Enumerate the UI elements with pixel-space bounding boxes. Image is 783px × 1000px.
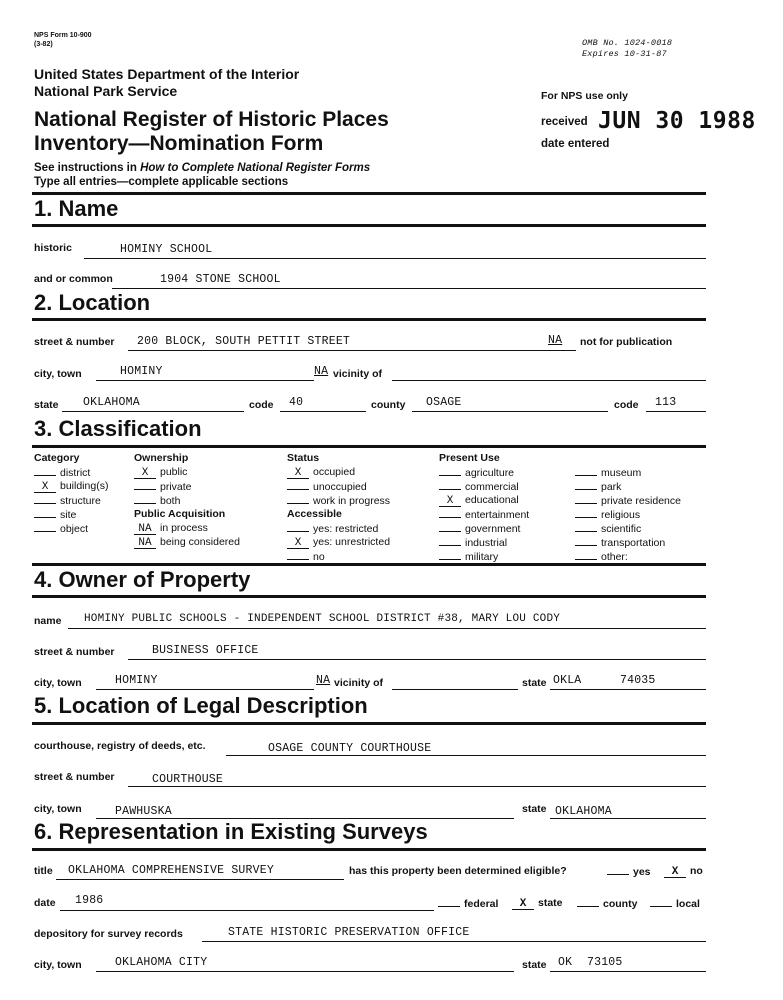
level-local[interactable]: local <box>650 897 700 910</box>
form-number: NPS Form 10-900 <box>34 32 92 39</box>
field-underline <box>96 689 314 690</box>
present-use-heading: Present Use <box>439 452 500 464</box>
survey-date-label: date <box>34 897 56 909</box>
common-name-value: 1904 STONE SCHOOL <box>160 273 281 286</box>
field-underline <box>392 689 518 690</box>
service-name: National Park Service <box>34 83 178 99</box>
street-value: 200 BLOCK, SOUTH PETTIT STREET <box>137 335 351 348</box>
legal-state-value: OKLAHOMA <box>555 805 612 818</box>
section-4-title: 4. Owner of Property <box>34 567 251 592</box>
use-religious[interactable]: religious <box>575 508 640 521</box>
field-underline <box>62 411 244 412</box>
owner-state-label: state <box>522 677 547 689</box>
section-6-title: 6. Representation in Existing Surveys <box>34 819 428 844</box>
field-underline <box>550 971 706 972</box>
owner-vicinity-label: vicinity of <box>334 677 384 689</box>
use-industrial[interactable]: industrial <box>439 536 507 549</box>
use-museum[interactable]: museum <box>575 466 641 479</box>
accessible-unrestricted[interactable]: X yes: unrestricted <box>287 536 390 549</box>
received-stamp: JUN 30 1988 <box>598 108 756 134</box>
owner-vicinity-mark: NA <box>316 674 331 687</box>
use-transportation[interactable]: transportation <box>575 536 665 549</box>
owner-zip-value: 74035 <box>620 674 656 687</box>
field-underline <box>128 786 706 787</box>
legal-state-label: state <box>522 803 547 815</box>
legal-city-value: PAWHUSKA <box>115 805 172 818</box>
acquisition-in-process[interactable]: NA in process <box>134 522 208 535</box>
category-site[interactable]: site <box>34 508 76 521</box>
not-for-publication-label: not for publication <box>580 336 673 348</box>
section-5-title: 5. Location of Legal Description <box>34 693 368 718</box>
use-military[interactable]: military <box>439 550 498 563</box>
category-object[interactable]: object <box>34 522 88 535</box>
county-code-value: 113 <box>655 396 677 409</box>
status-occupied[interactable]: X occupied <box>287 466 355 479</box>
owner-city-value: HOMINY <box>115 674 158 687</box>
field-underline <box>226 755 706 756</box>
county-code-label: code <box>614 399 639 411</box>
level-state[interactable]: X state <box>512 897 563 910</box>
form-title-line1: National Register of Historic Places <box>34 108 389 131</box>
county-value: OSAGE <box>426 396 462 409</box>
code-label: code <box>249 399 274 411</box>
section-3-title: 3. Classification <box>34 416 202 441</box>
field-underline <box>68 628 706 629</box>
owner-street-label: street & number <box>34 646 115 658</box>
level-federal[interactable]: federal <box>438 897 498 910</box>
expires-date: Expires 10-31-87 <box>582 49 667 59</box>
use-scientific[interactable]: scientific <box>575 522 641 535</box>
section-rule <box>32 563 706 566</box>
ownership-both[interactable]: both <box>134 494 180 507</box>
received-label: received <box>541 116 588 128</box>
eligible-yes[interactable]: yes <box>607 865 651 878</box>
eligible-question: has this property been determined eligible? <box>349 865 567 877</box>
use-commercial[interactable]: commercial <box>439 480 519 493</box>
field-underline <box>84 258 706 259</box>
use-park[interactable]: park <box>575 480 621 493</box>
owner-name-value: HOMINY PUBLIC SCHOOLS - INDEPENDENT SCHOOL DISTRICT #38, MARY LOU CODY <box>84 613 561 625</box>
use-government[interactable]: government <box>439 522 520 535</box>
accessible-no[interactable]: no <box>287 550 325 563</box>
acquisition-being-considered[interactable]: NA being considered <box>134 536 240 549</box>
owner-street-value: BUSINESS OFFICE <box>152 644 259 657</box>
ownership-private[interactable]: private <box>134 480 192 493</box>
section-2-title: 2. Location <box>34 290 151 315</box>
category-heading: Category <box>34 452 80 464</box>
historic-label: historic <box>34 242 72 254</box>
survey-date-value: 1986 <box>75 894 104 907</box>
use-educational[interactable]: X educational <box>439 494 519 507</box>
ownership-public[interactable]: X public <box>134 466 187 479</box>
field-underline <box>280 411 366 412</box>
date-entered-label: date entered <box>541 138 610 150</box>
nps-use-label: For NPS use only <box>541 90 628 102</box>
eligible-no[interactable]: X no <box>664 865 703 878</box>
field-underline <box>550 689 706 690</box>
section-rule <box>32 192 706 195</box>
street-label: street & number <box>34 336 115 348</box>
status-unoccupied[interactable]: unoccupied <box>287 480 367 493</box>
depository-value: STATE HISTORIC PRESERVATION OFFICE <box>228 926 470 939</box>
field-underline <box>96 971 514 972</box>
department-name: United States Department of the Interior <box>34 66 300 82</box>
state-value: OKLAHOMA <box>83 396 140 409</box>
public-acquisition-heading: Public Acquisition <box>134 508 226 520</box>
survey-title-label: title <box>34 865 53 877</box>
city-label: city, town <box>34 368 82 380</box>
instructions-line2: Type all entries—complete applicable sections <box>34 176 289 188</box>
instructions-line1: See instructions in How to Complete National Register Forms <box>34 162 371 174</box>
status-heading: Status <box>287 452 320 464</box>
depository-zip-value: 73105 <box>587 956 623 969</box>
vicinity-mark: NA <box>314 365 329 378</box>
depository-label: depository for survey records <box>34 928 183 940</box>
field-underline <box>96 380 314 381</box>
form-title-line2: Inventory—Nomination Form <box>34 132 324 155</box>
section-1-title: 1. Name <box>34 196 119 221</box>
omb-number: OMB No. 1024-0018 <box>582 38 673 48</box>
accessible-restricted[interactable]: yes: restricted <box>287 522 378 535</box>
field-underline <box>60 910 434 911</box>
form-date: (3-82) <box>34 41 53 48</box>
owner-city-label: city, town <box>34 677 82 689</box>
field-underline <box>128 350 576 351</box>
survey-title-value: OKLAHOMA COMPREHENSIVE SURVEY <box>68 864 274 877</box>
owner-name-label: name <box>34 615 62 627</box>
category-buildings[interactable]: X building(s) <box>34 480 108 493</box>
depository-city-value: OKLAHOMA CITY <box>115 956 208 969</box>
state-label: state <box>34 399 59 411</box>
field-underline <box>392 380 706 381</box>
owner-state-value: OKLA <box>553 674 582 687</box>
section-rule <box>32 224 706 227</box>
city-value: HOMINY <box>120 365 163 378</box>
legal-city-label: city, town <box>34 803 82 815</box>
depository-state-label: state <box>522 959 547 971</box>
vicinity-label: vicinity of <box>333 368 383 380</box>
ownership-heading: Ownership <box>134 452 189 464</box>
common-name-label: and or common <box>34 273 113 285</box>
courthouse-label: courthouse, registry of deeds, etc. <box>34 740 206 752</box>
section-rule <box>32 722 706 725</box>
legal-street-value: COURTHOUSE <box>152 773 224 786</box>
historic-name-value: HOMINY SCHOOL <box>120 243 213 256</box>
legal-street-label: street & number <box>34 771 115 783</box>
use-other[interactable]: other: <box>575 550 628 563</box>
field-underline <box>112 288 706 289</box>
courthouse-value: OSAGE COUNTY COURTHOUSE <box>268 742 432 755</box>
county-label: county <box>371 399 406 411</box>
section-rule <box>32 318 706 321</box>
field-underline <box>646 411 706 412</box>
depository-city-label: city, town <box>34 959 82 971</box>
category-district[interactable]: district <box>34 466 90 479</box>
field-underline <box>412 411 608 412</box>
level-county[interactable]: county <box>577 897 637 910</box>
field-underline <box>56 879 344 880</box>
field-underline <box>128 659 706 660</box>
use-private-residence[interactable]: private residence <box>575 494 681 507</box>
field-underline <box>550 818 706 819</box>
use-entertainment[interactable]: entertainment <box>439 508 529 521</box>
not-for-publication-mark: NA <box>548 334 563 347</box>
category-structure[interactable]: structure <box>34 494 101 507</box>
accessible-heading: Accessible <box>287 508 342 520</box>
section-rule <box>32 595 706 598</box>
status-work-in-progress[interactable]: work in progress <box>287 494 390 507</box>
state-code-value: 40 <box>289 396 304 409</box>
section-rule <box>32 848 706 851</box>
field-underline <box>202 941 706 942</box>
use-agriculture[interactable]: agriculture <box>439 466 514 479</box>
section-rule <box>32 445 706 448</box>
depository-state-value: OK <box>558 956 573 969</box>
